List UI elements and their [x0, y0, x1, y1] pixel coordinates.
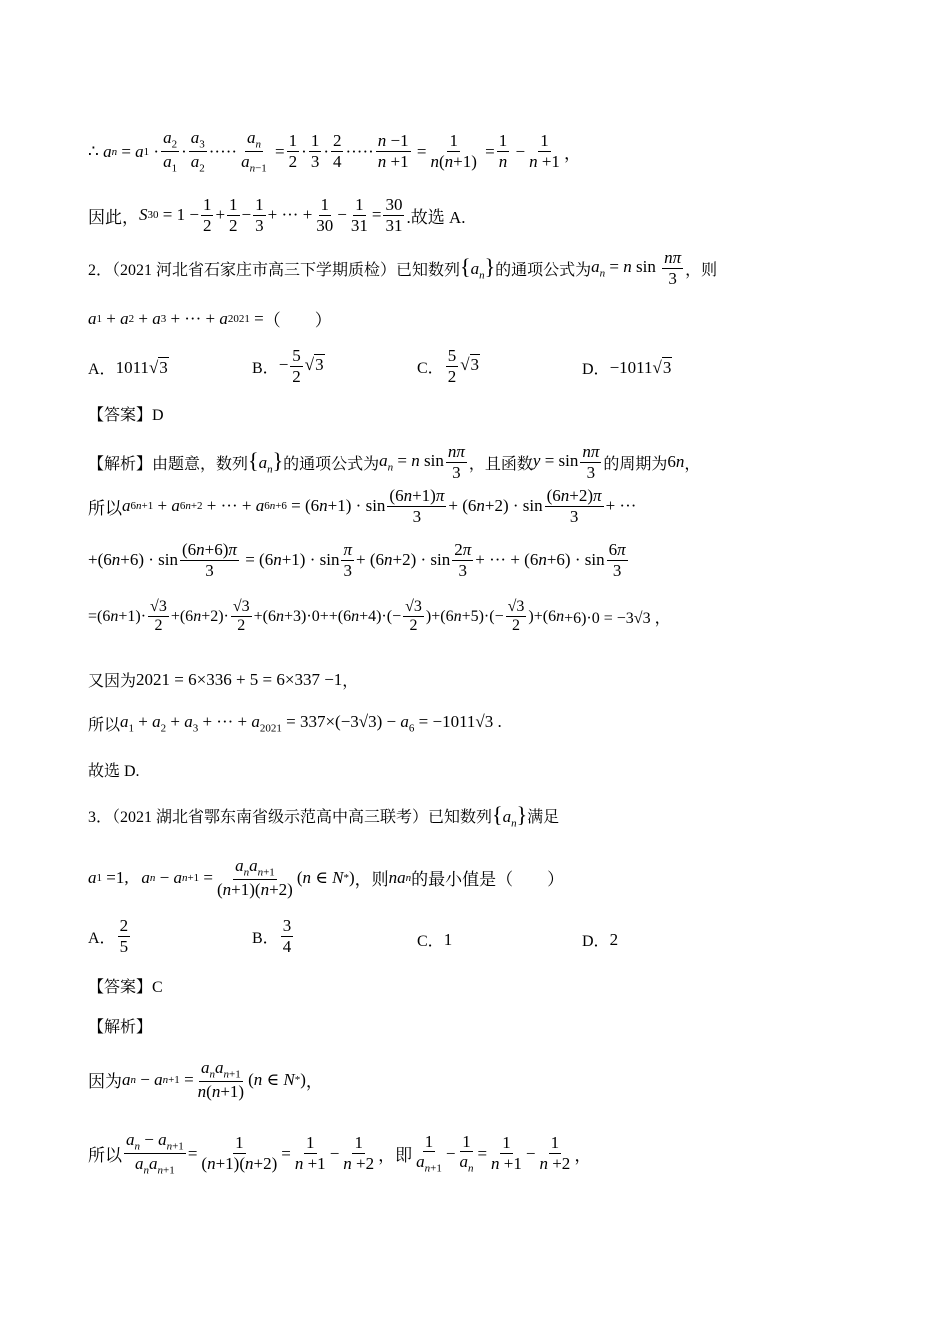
- analysis-end2: ，: [684, 455, 701, 473]
- q3-option-c[interactable]: [417, 928, 452, 951]
- q3-stem-text: 3．（2021 湖北省鄂东南省级示范高中高三联考）已知数列: [88, 809, 493, 827]
- analysis-mid2: ，且函数: [468, 455, 533, 473]
- option-c-value: $\frac{5}{2}$ √ 3: [447, 346, 480, 386]
- q3-condition: a 1 =1, a n − a n+1 = $\frac{a_na_{n+1}}{(n+1)(n+2)}$ ( n ∈ N * ) ，则 n a n 的最小值是（ ）: [88, 856, 565, 900]
- option-b-value: − $\frac{5}{2}$ √ 3: [278, 346, 324, 386]
- q3-analysis-text: 【解析】: [88, 1019, 153, 1036]
- q2-analysis-line6: 所以 $a_1 + a_2 + a_3$ + ··· + $a_{2021} = 337\times(-3√3) - a_6 = -1011√3$ .: [88, 712, 502, 735]
- so-text: 所以: [88, 498, 122, 518]
- analysis-lead: 【解析】由题意，数列: [88, 455, 249, 473]
- q2-option-a[interactable]: [88, 356, 169, 379]
- option-a-value: 1011√ 3: [115, 358, 168, 377]
- q2-option-b[interactable]: [252, 346, 325, 386]
- question-3-stem: 3．（2021 湖北省鄂东南省级示范高中高三联考）已知数列 $\{a_n\}$ 满足: [88, 802, 560, 830]
- q3-cond-mid: ，则: [354, 870, 389, 890]
- because-end: ，: [305, 1072, 323, 1092]
- line2-prefix: 因此，: [88, 207, 139, 227]
- q2-answer-text: 【答案】D: [88, 407, 164, 424]
- line2-suffix: .故选 A.: [406, 207, 466, 227]
- q3-analysis-line2: 所以 $\frac{a_n - a_{n+1}}{a_na_{n+1}}$ = $\frac{1}{(n+1)(n+2)}$ = $\frac{1}{n +1}$ − $\frac{1}{n +2}$ ，即 $\frac{1}{a_{n+1}}$ − $\frac{1}{a_n}$ = $\frac{1}{n +1}$ − $\frac{1}{n +2}$ ，: [88, 1130, 592, 1177]
- option-label: B．: [252, 359, 279, 377]
- q2-sum-tail: （ ）: [263, 311, 332, 330]
- therefore-symbol: ∴: [88, 141, 99, 161]
- q3-analysis-line1: 因为 a n − a n+1 = $\frac{a_na_{n+1}}{n(n+1)}$ ( n ∈ N * ) ，: [88, 1058, 323, 1102]
- option-d-value: 2: [609, 929, 619, 949]
- because-text: 因为: [88, 1072, 122, 1092]
- q2-stem-text: 2．（2021 河北省石家庄市高三下学期质检）已知数列: [88, 261, 461, 279]
- q2-analysis-line5: 又因为 2021 = 6×336 + 5 = 6×337 −1 ，: [88, 669, 359, 690]
- q3-option-a[interactable]: [88, 916, 132, 956]
- q3-answer: [88, 974, 890, 997]
- again-end: ，: [342, 673, 359, 690]
- analysis-end: 的周期为: [603, 455, 668, 473]
- q3-answer-text: 【答案】C: [88, 979, 163, 996]
- option-label: C．: [417, 359, 444, 377]
- option-d-value: −1011√ 3: [609, 358, 672, 377]
- ie-end: ，: [574, 1146, 592, 1166]
- option-a-value: $\frac{2}{5}$: [119, 916, 129, 956]
- so2-text: 所以: [88, 717, 121, 734]
- q2-analysis-line3: +(6 n +6) · sin $\frac{(6n+6)\pi}{3}$ = (6 n +1) · sin $\frac{\pi}{3}$ + (6 n +2) · sin $\frac{2\pi}{3}$ + ··· + (6 n +6) · sin $\frac{6\pi}{3}$: [88, 540, 626, 580]
- ie-text: ，即: [378, 1146, 413, 1166]
- comma: ，: [563, 144, 581, 164]
- formula-line-s30: 因此， S 30 = 1 − $\frac{1}{2}$ + $\frac{1}{2}$ − $\frac{1}{3}$ + ··· + $\frac{1}{30}$ − $\frac{1}{31}$ = $\frac{30}{31}$ .故选 A.: [88, 195, 466, 235]
- formula-line-an-product: ∴ a n = a 1 · $\frac{a_2}{a_1}$ · $\frac{a_3}{a_2}$ ····· $\frac{a_n}{a_{n-1}}$ = $\frac{1}{2}$ · $\frac{1}{3}$ · $\frac{2}{4}$ ····· $\frac{n -1}{n +1}$ = $\frac{1}{n(n+1)}$ = $\frac{1}{n}$ − $\frac{1}{n +1}$ ，: [88, 128, 581, 175]
- q2-sum-expression: a 1 + a 2 + a 3 + ··· + a 2021 = （ ）: [88, 306, 890, 331]
- q3-stem-end: 满足: [527, 809, 560, 827]
- option-label: D．: [582, 361, 610, 378]
- option-label: B．: [252, 929, 279, 947]
- q2-analysis-line2: 所以 a 6n+1 + a 6n+2 + ··· + a 6n+6 = (6 n +1) · sin $\frac{(6n+1)\pi}{3}$ + (6 n +2) · sin $\frac{(6n+2)\pi}{3}$ + ···: [88, 486, 637, 526]
- q3-option-d[interactable]: [582, 928, 618, 951]
- q2-option-d[interactable]: [582, 356, 672, 379]
- q2-option-c[interactable]: [417, 346, 480, 386]
- analysis-mid: 的通项公式为: [283, 455, 380, 473]
- option-b-value: $\frac{3}{4}$: [282, 916, 292, 956]
- q3-option-b[interactable]: [252, 916, 295, 956]
- q2-stem-end: ，则: [685, 261, 718, 279]
- option-c-value: 1: [443, 929, 453, 949]
- conclusion-text: 故选 D.: [88, 763, 140, 780]
- question-2-stem: 2．（2021 河北省石家庄市高三下学期质检）已知数列 $\{a_n\}$ 的通项公式为 $a_n = n$ sin $\frac{n\pi}{3}$ ，则: [88, 248, 718, 288]
- again-text: 又因为: [88, 673, 137, 690]
- q3-analysis-heading: [88, 1014, 890, 1037]
- option-label: A．: [88, 929, 116, 947]
- option-label: D．: [582, 933, 610, 950]
- q2-stem-mid: 的通项公式为: [495, 261, 592, 279]
- q2-analysis-line4: =(6 n +1)· $\frac{√3}{2}$ +(6 n +2)· $\frac{√3}{2}$ +(6 n +3)·0++(6 n +4)·(− $\frac{√3}{2}$ )+(6 n +5)·(− $\frac{√3}{2}$ )+(6 n +6)·0 = −3√3 ，: [88, 598, 671, 635]
- q2-answer: [88, 402, 890, 425]
- option-label: C．: [417, 933, 444, 950]
- option-label: A．: [88, 361, 116, 378]
- q2-conclusion: [88, 758, 890, 781]
- q2-analysis-line1: 【解析】由题意，数列 $\{a_n\}$ 的通项公式为 $a_n = n$ sin $\frac{n\pi}{3}$ ，且函数 y = sin $\frac{n\pi}{3}$ 的周期为 6n ，: [88, 442, 701, 482]
- q3-so-text: 所以: [88, 1146, 122, 1166]
- q3-cond-end: 的最小值是（ ）: [411, 870, 565, 890]
